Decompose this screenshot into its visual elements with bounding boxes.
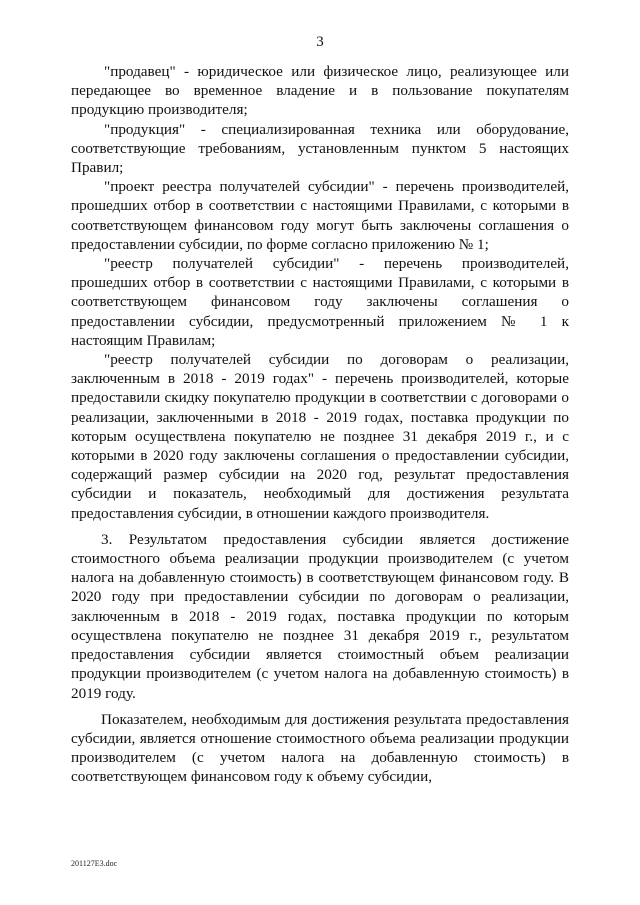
clause-3-result: 3. Результатом предоставления субсидии является достижение стоимостного объема реализации продукции производителем (с учетом налога на добавленную стоимость) в соответствующем финансовом году. В 2020 году при предоставлении субсидии по договорам о реализации, заключенным в 2018 - 2019 годах, поставка продукции по которым осуществлена покупателю не позднее 31 декабря 2019 г., результатом предоставления субсидии является стоимостный объем реализации продукции производителем (с учетом налога на добавленную стоимость) в 2019 году. bbox=[71, 530, 569, 702]
footer-file-code: 201127E3.doc bbox=[71, 859, 118, 868]
definition-registry-contracts: "реестр получателей субсидии по договорам о реализации, заключенным в 2018 - 2019 годах" - перечень производителей, которые предоставили скидку покупателю продукции в соответствии с договорами о реализации, заключенными в 2018 - 2019 годах, поставка продукции по которым осуществлена покупателю не позднее 31 декабря 2019 г., и с которыми в 2020 году заключены соглашения о предоставлении субсидии, содержащий размер субсидии на 2020 год, результат предоставления субсидии и показатель, необходимый для достижения результата предоставления субсидии, в отношении каждого производителя. bbox=[71, 351, 569, 522]
definition-seller: "продавец" - юридическое или физическое лицо, реализующее или передающее во временное владение и в пользование покупателям продукцию производителя; bbox=[71, 63, 569, 119]
definition-registry: "реестр получателей субсидии" - перечень производителей, прошедших отбор в соответствии с настоящими Правилами, с которыми в соответствующем финансовом году заключены соглашения о предоставлении субсидии, предусмотренный приложением № 1 к настоящим Правилам; bbox=[71, 255, 569, 349]
definition-draft-registry: "проект реестра получателей субсидии" - перечень производителей, прошедших отбор в соответствии с настоящими Правилами, с которыми в соответствующем финансовом году могут быть заключены соглашения о предоставлении субсидии, по форме согласно приложению № 1; bbox=[71, 178, 569, 253]
clause-indicator: Показателем, необходимым для достижения результата предоставления субсидии, является отношение стоимостного объема реализации продукции производителем (с учетом налога на добавленную стоимость) в соответствующем финансовом году к объему субсидии, bbox=[71, 710, 569, 786]
definition-product: "продукция" - специализированная техника или оборудование, соответствующие требованиям, установленным пунктом 5 настоящих Правил; bbox=[71, 120, 569, 177]
document-body bbox=[71, 62, 569, 787]
page-number: 3 bbox=[316, 34, 324, 50]
